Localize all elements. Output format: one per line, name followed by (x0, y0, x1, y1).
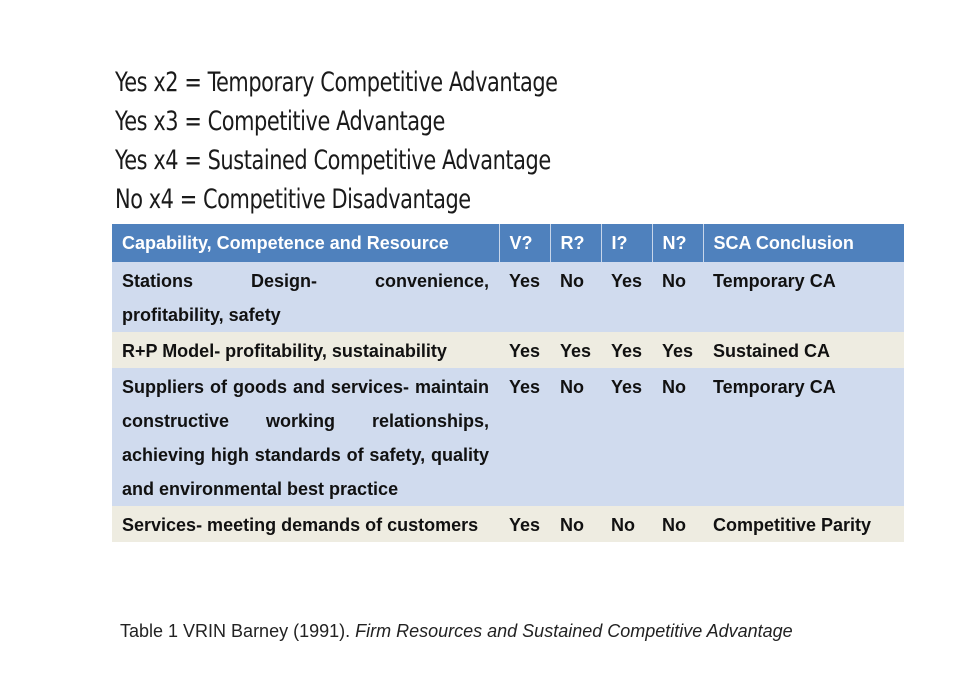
table-row (112, 262, 904, 332)
cell-conclusion: Sustained CA (703, 332, 904, 368)
cell-r: Yes (550, 332, 601, 368)
legend-line-no-x4: No x4 = Competitive Disadvantage (115, 184, 471, 215)
table-row (112, 332, 904, 368)
cell-capability: Services- meeting demands of customers (112, 506, 499, 542)
cell-n: No (652, 262, 703, 332)
caption-prefix: Table 1 VRIN Barney (1991). (120, 621, 356, 641)
cell-conclusion: Temporary CA (703, 262, 904, 332)
header-rare: R? (550, 224, 601, 262)
header-valuable: V? (499, 224, 550, 262)
cell-v: Yes (499, 262, 550, 332)
cell-v: Yes (499, 368, 550, 506)
table-row (112, 368, 904, 506)
vrin-table (112, 224, 904, 542)
header-capability: Capability, Competence and Resource (112, 224, 499, 262)
cell-i: Yes (601, 332, 652, 368)
table-caption (120, 621, 793, 642)
header-non-substitutable: N? (652, 224, 703, 262)
cell-v: Yes (499, 506, 550, 542)
legend-line-yes-x3: Yes x3 = Competitive Advantage (115, 106, 445, 137)
cell-i: Yes (601, 368, 652, 506)
cell-i: No (601, 506, 652, 542)
cell-capability: R+P Model- profitability, sustainability (112, 332, 499, 368)
cell-i: Yes (601, 262, 652, 332)
table-header-row (112, 224, 904, 262)
caption-title: Firm Resources and Sustained Competitive Advantage (355, 621, 793, 641)
header-inimitable: I? (601, 224, 652, 262)
cell-n: Yes (652, 332, 703, 368)
header-sca-conclusion: SCA Conclusion (703, 224, 904, 262)
cell-conclusion: Temporary CA (703, 368, 904, 506)
cell-n: No (652, 368, 703, 506)
cell-capability: Stations Design- convenience, profitability, safety (112, 262, 499, 332)
cell-n: No (652, 506, 703, 542)
cell-capability: Suppliers of goods and services- maintain constructive working relationships, achieving high standards of safety, quality and environmental best practice (112, 368, 499, 506)
cell-v: Yes (499, 332, 550, 368)
cell-conclusion: Competitive Parity (703, 506, 904, 542)
table-row (112, 506, 904, 542)
cell-r: No (550, 368, 601, 506)
cell-r: No (550, 262, 601, 332)
vrin-legend-image (115, 62, 558, 215)
cell-r: No (550, 506, 601, 542)
legend-line-yes-x4: Yes x4 = Sustained Competitive Advantage (115, 145, 551, 176)
legend-line-yes-x2: Yes x2 = Temporary Competitive Advantage (115, 67, 558, 98)
